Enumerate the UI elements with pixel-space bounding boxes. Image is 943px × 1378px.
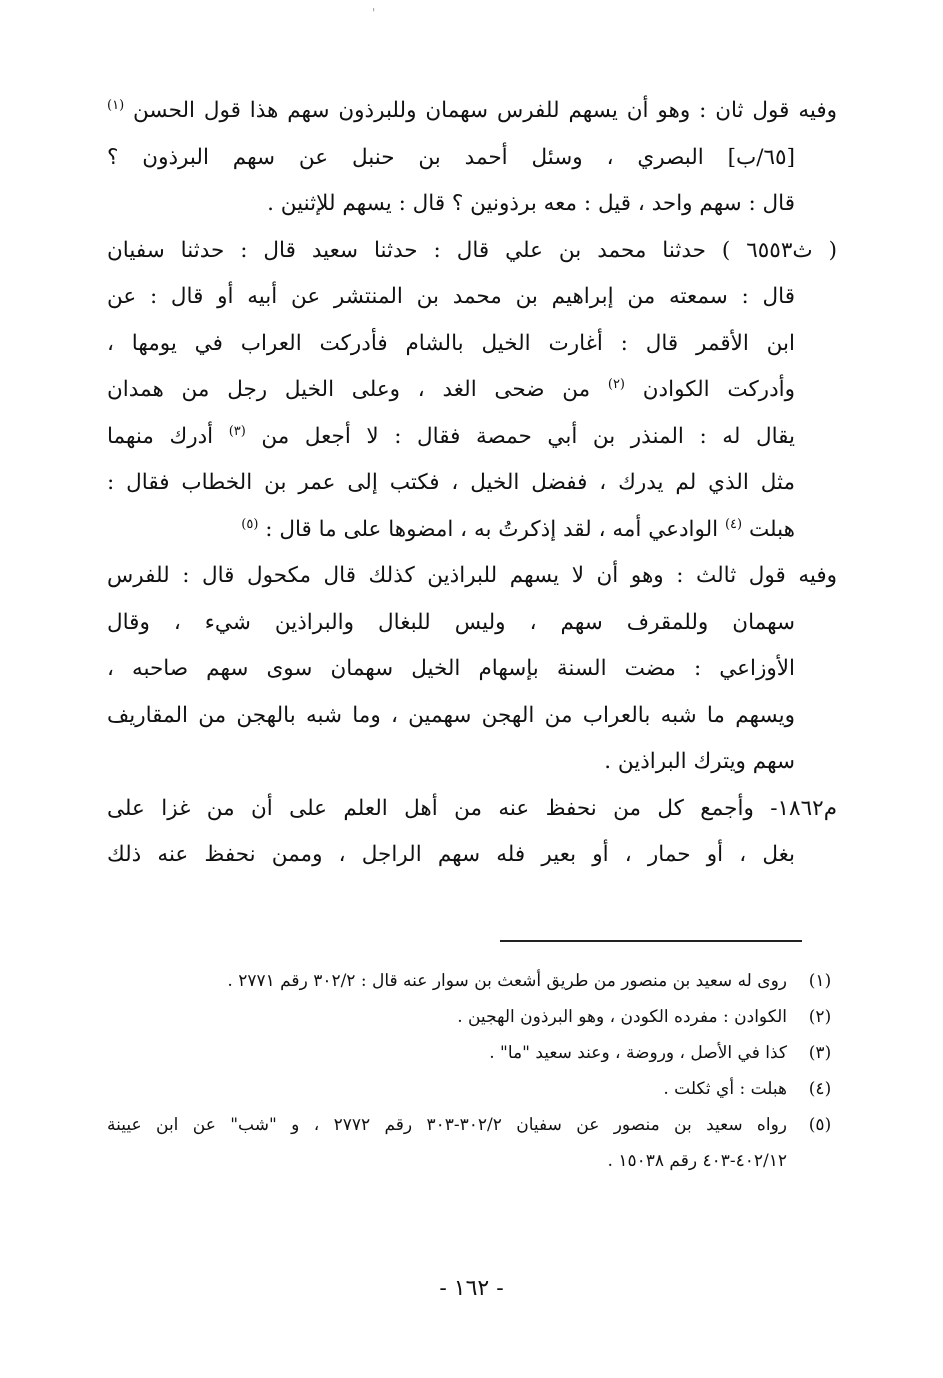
- footnote-ref-5[interactable]: (٥): [241, 516, 259, 532]
- footnote-number: (١): [808, 971, 832, 991]
- footnote-number: (٥): [808, 1115, 832, 1135]
- footnote-5: [107, 1107, 837, 1143]
- footnote-ref-2[interactable]: (٢): [607, 376, 625, 392]
- top-mark: ': [372, 6, 376, 20]
- text-line-13: الأوزاعي : مضت السنة بإسهام الخيل سهمان سوى سهم صاحبه ،: [107, 656, 795, 681]
- text-line-3: قال : سهم واحد ، قيل : معه برذونين ؟ قال : يسهم للإثنين .: [267, 191, 795, 216]
- footnote-5-continued: [107, 1143, 837, 1179]
- footnote-1: [107, 963, 837, 999]
- footnote-number: (٢): [808, 1007, 832, 1027]
- text-line-16: م١٨٦٢- وأجمع كل من نحفظ عنه من أهل العلم على أن من غزا على: [107, 795, 837, 821]
- footnotes: [107, 963, 837, 1179]
- footnote-4: [107, 1071, 837, 1107]
- text-line-17: بغل ، أو حمار ، أو بعير فله سهم الراجل ، وممن نحفظ عنه ذلك: [107, 842, 795, 867]
- footnote-number: (٤): [808, 1079, 832, 1099]
- text-line-9: مثل الذي لم يدرك ، ففضل الخيل ، فكتب إلى عمر بن الخطاب فقال :: [107, 470, 795, 495]
- footnote-3: [107, 1035, 837, 1071]
- text-line-6: ابن الأقمر قال : أغارت الخيل بالشام فأدركت العراب في يومها ،: [107, 330, 795, 356]
- text-line-4: ( ث٦٥٥٣ ) حدثنا محمد بن علي قال : حدثنا سعيد قال : حدثنا سفيان: [107, 237, 837, 263]
- text-line-5: قال : سمعته من إبراهيم بن محمد بن المنتشر عن أبيه أو قال : عن: [107, 284, 795, 309]
- footnote-ref-3[interactable]: (٣): [228, 423, 246, 439]
- text-line-8: يقال له : المنذر بن أبي حمصة فقال : لا أجعل من $^{(٣)}$ أدرك منهما: [107, 423, 795, 449]
- footnote-ref-1[interactable]: (١): [107, 97, 125, 113]
- text-line-15: سهم ويترك البراذين .: [604, 749, 795, 774]
- footnote-number: (٣): [808, 1043, 832, 1063]
- page-number: - ١٦٢ -: [439, 1276, 504, 1301]
- text-line-7: وأدركت الكوادن $^{(٢)}$ من ضحى الغد ، وعلى الخيل رجل من همدان: [107, 376, 795, 402]
- footnote-text: الكوادن : مفرده الكودن ، وهو البرذون الهجين .: [457, 1007, 787, 1027]
- footnote-text: رواه سعيد بن منصور عن سفيان ٣٠٢/٢-٣٠٣ رقم ٢٧٧٢ ، و "شب" عن ابن عيينة: [107, 1115, 787, 1135]
- text-line-14: ويسهم ما شبه بالعراب من الهجن سهمين ، وما شبه بالهجن من المقاريف: [107, 702, 795, 728]
- main-text: [107, 88, 837, 879]
- text-line-10: هبلت $^{(٤)}$ الوادعي أمه ، لقد إذكرتُ به ، امضوها على ما قال : $^{(٥)}$: [241, 516, 795, 542]
- text-line-1: وفيه قول ثان : وهو أن يسهم للفرس سهمان وللبرذون سهم هذا قول الحسن $^{(١)}$: [107, 97, 837, 123]
- footnote-separator: [500, 940, 802, 942]
- footnote-text: هبلت : أي ثكلت .: [663, 1079, 787, 1099]
- footnote-text: روى له سعيد بن منصور من طريق أشعث بن سوار عنه قال : ٣٠٢/٢ رقم ٢٧٧١ .: [227, 971, 787, 991]
- text-line-12: سهمان وللمقرف سهم ، وليس للبغال والبراذين شيء ، وقال: [107, 609, 795, 635]
- text-line-2: [٦٥/ب] البصري ، وسئل أحمد بن حنبل عن سهم البرذون ؟: [107, 144, 795, 170]
- footnote-text: ٤٠٢/١٢-٤٠٣ رقم ١٥٠٣٨ .: [607, 1151, 787, 1171]
- footnote-text: كذا في الأصل ، وروضة ، وعند سعيد "ما" .: [489, 1043, 787, 1063]
- text-line-11: وفيه قول ثالث : وهو أن لا يسهم للبراذين كذلك قال مكحول قال : للفرس: [107, 563, 837, 588]
- footnote-ref-4[interactable]: (٤): [724, 516, 743, 532]
- footnote-2: [107, 999, 837, 1035]
